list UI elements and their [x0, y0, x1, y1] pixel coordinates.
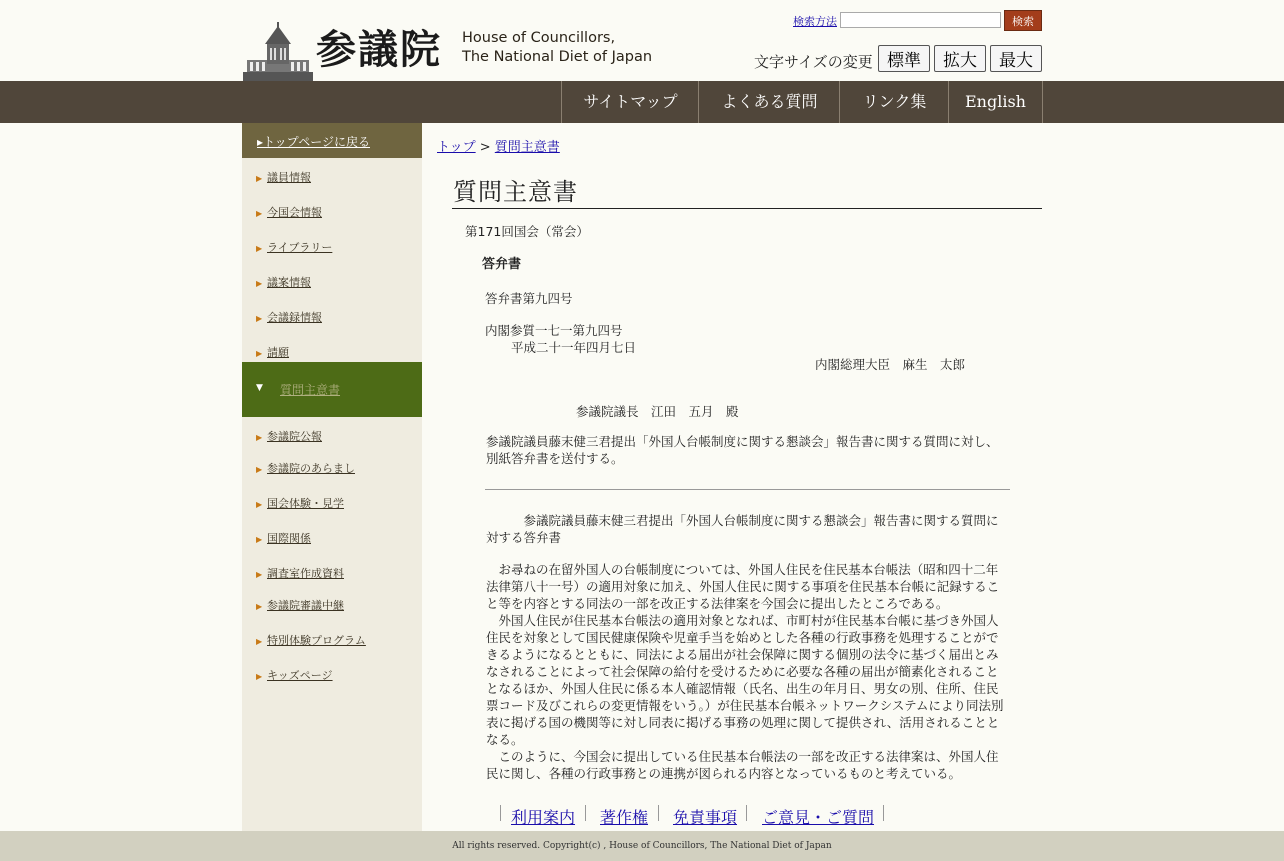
sidebar-item-broadcast[interactable]: ▶ 参議院審議中継: [256, 599, 344, 612]
arrow-icon: ▶: [256, 433, 263, 442]
nav-faq[interactable]: よくある質問: [698, 81, 840, 123]
sender: 内閣総理大臣 麻生 太郎: [815, 357, 966, 372]
page-title: 質問主意書: [453, 178, 578, 206]
global-nav: [0, 81, 1284, 123]
footer-link-disclaimer[interactable]: 免責事項: [673, 808, 738, 827]
arrow-icon: ▶: [256, 535, 263, 544]
search-help-link[interactable]: 検索方法: [793, 15, 837, 28]
sidebar-item-visit[interactable]: ▶ 国会体験・見学: [256, 497, 344, 510]
doc-number: 答弁書第九四号: [485, 291, 573, 306]
sidebar-item-questions-active[interactable]: [242, 362, 422, 417]
arrow-icon: ▶: [256, 465, 263, 474]
cover-text: 参議院議員藤末健三君提出「外国人台帳制度に関する懇談会」報告書に関する質問に対し、別紙答弁書を送付する。: [486, 434, 999, 466]
arrow-icon: ▶: [256, 570, 263, 579]
font-size-large-button[interactable]: 拡大: [934, 45, 986, 72]
sidebar-item-international[interactable]: ▶ 国際関係: [256, 532, 311, 545]
breadcrumb-top-link[interactable]: トップ: [437, 140, 476, 155]
footer-separator: [658, 805, 659, 821]
logo-english: [462, 29, 652, 67]
sidebar-top-link-label[interactable]: ▸トップページに戻る: [257, 135, 370, 149]
logo-kanji: 参議院: [316, 26, 442, 73]
sidebar-item-overview[interactable]: ▶ 参議院のあらまし: [256, 462, 355, 475]
nav-english[interactable]: English: [948, 81, 1043, 123]
diet-building-logo: [243, 22, 313, 81]
answer-paragraph-1: お尋ねの在留外国人の台帳制度については、外国人住民を住民基本台帳法（昭和四十二年法律第八十一号）の適用対象に加え、外国人住民に関する事項を住民基本台帳に記録すること等を内容とする同法の一部を改正する法律案を今国会に提出したところである。: [486, 562, 1000, 611]
footer-separator: [746, 805, 747, 821]
section-divider: [485, 489, 1010, 490]
logo-en-line1: House of Councillors,: [462, 30, 616, 46]
footer-separator: [585, 805, 586, 821]
arrow-icon: ▶: [256, 672, 263, 681]
nav-links[interactable]: リンク集: [839, 81, 949, 123]
cabinet-number: 内閣参質一七一第九四号: [485, 323, 623, 338]
arrow-icon: ▶: [256, 209, 263, 218]
font-size-max-button[interactable]: 最大: [990, 45, 1042, 72]
footer-bar: [0, 831, 1284, 861]
copyright-text: All rights reserved. Copyright(c) , House of Councillors, The National Diet of Japan: [452, 841, 832, 851]
sidebar-active-label[interactable]: 質問主意書: [280, 383, 341, 397]
answer-title: 参議院議員藤末健三君提出「外国人台帳制度に関する懇談会」報告書に関する質問に対する答弁書: [486, 513, 999, 545]
breadcrumb-current-link[interactable]: 質問主意書: [494, 140, 560, 155]
arrow-icon: ▶: [256, 349, 263, 358]
sidebar-item-minutes[interactable]: ▶ 会議録情報: [256, 311, 322, 324]
sidebar-top-link[interactable]: [242, 123, 422, 158]
nav-sitemap[interactable]: サイトマップ: [561, 81, 699, 123]
sidebar-item-library[interactable]: ▶ ライブラリー: [256, 241, 333, 254]
sidebar-item-research[interactable]: ▶ 調査室作成資料: [256, 567, 344, 580]
arrow-icon: ▶: [256, 314, 263, 323]
footer-separator: [500, 805, 501, 821]
breadcrumb-separator: >: [475, 140, 495, 155]
answer-paragraph-3: このように、今国会に提出している住民基本台帳法の一部を改正する法律案は、外国人住民に関し、各種の行政事務との連携が図られる内容となっているものと考えている。: [486, 749, 999, 781]
title-divider: [452, 208, 1042, 209]
answer-paragraph-2: 外国人住民が住民基本台帳法の適用対象となれば、市町村が住民基本台帳に基づき外国人住民を対象として国民健康保険や児童手当を始めとした各種の行政事務を処理することができるようになるとともに、同法による届出が社会保障に関する個別の法令に基づく届出とみなされることによって社会保障の給付を受けるために必要な各種の届出が簡素化されることとなるほか、外国人住民に係る本人確認情報（氏名、出生の年月日、男女の別、住所、住民票コード及びこれらの変更情報をいう。）が住民基本台帳ネットワークシステムにより同法別表に掲げる国の機関等に対し同表に掲げる事務の処理に関して提供され、活用されることとなる。: [486, 613, 1004, 747]
triangle-down-icon: ▼: [256, 383, 263, 393]
arrow-icon: ▶: [256, 279, 263, 288]
sidebar-item-bills[interactable]: ▶ 議案情報: [256, 276, 311, 289]
sidebar-item-bulletin[interactable]: ▶ 参議院公報: [256, 430, 322, 443]
font-size-label: 文字サイズの変更: [754, 53, 873, 71]
doc-date: 平成二十一年四月七日: [511, 340, 637, 355]
footer-separator: [883, 805, 884, 821]
font-size-standard-button[interactable]: 標準: [878, 45, 930, 72]
breadcrumb: [437, 136, 560, 155]
addressee: 参議院議長 江田 五月 殿: [576, 404, 739, 419]
session-label: 第171回国会（常会）: [465, 224, 589, 239]
sidebar-item-special-program[interactable]: ▶ 特別体験プログラム: [256, 634, 366, 647]
sidebar-item-kids[interactable]: ▶ キッズページ: [256, 669, 333, 682]
arrow-icon: ▶: [256, 637, 263, 646]
footer-link-feedback[interactable]: ご意見・ご質問: [762, 808, 875, 827]
sidebar-item-members[interactable]: ▶ 議員情報: [256, 171, 311, 184]
sidebar-item-petitions[interactable]: ▶ 請願: [256, 346, 289, 359]
logo-en-line2: The National Diet of Japan: [462, 49, 653, 65]
arrow-icon: ▶: [256, 602, 263, 611]
sidebar-item-current-session[interactable]: ▶ 今国会情報: [256, 206, 322, 219]
doc-type: 答弁書: [482, 257, 522, 272]
footer-link-usage[interactable]: 利用案内: [511, 808, 576, 827]
arrow-icon: ▶: [256, 500, 263, 509]
search-input[interactable]: [840, 12, 1001, 28]
arrow-icon: ▶: [256, 244, 263, 253]
search-button[interactable]: 検索: [1004, 10, 1042, 31]
sidebar: [242, 123, 422, 831]
arrow-icon: ▶: [256, 174, 263, 183]
footer-link-copyright[interactable]: 著作権: [600, 808, 649, 827]
site-header: [0, 0, 1284, 81]
